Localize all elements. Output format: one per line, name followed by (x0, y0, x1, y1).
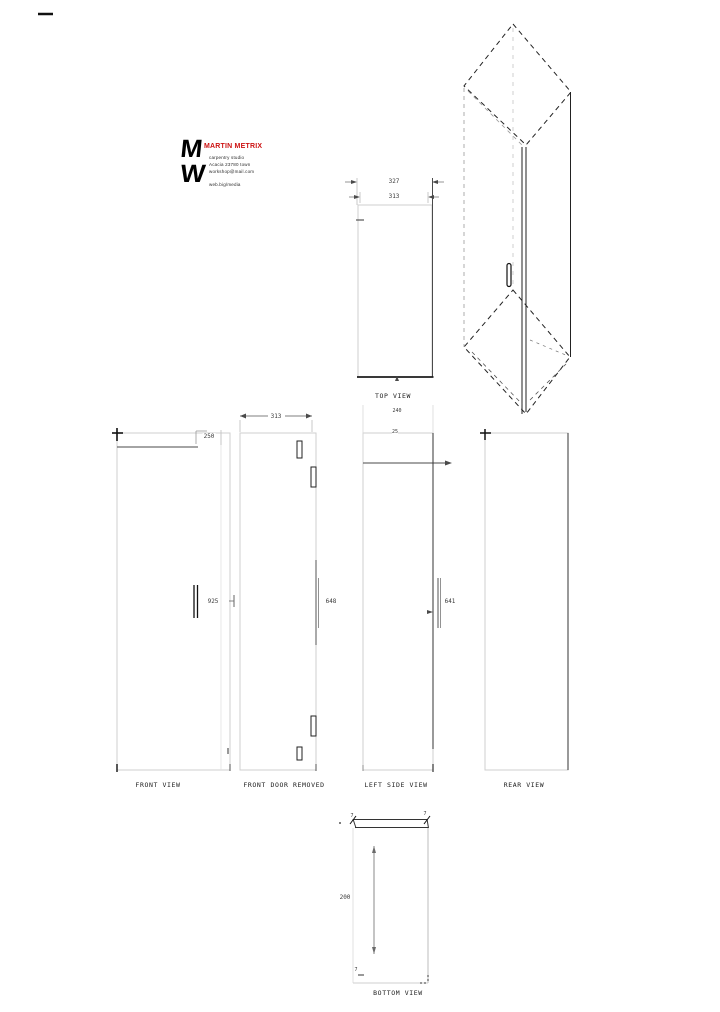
hinge-mark (297, 747, 302, 760)
rear-view-label: REAR VIEW (503, 781, 545, 789)
left-side-view-geometry (363, 405, 452, 772)
door-removed-view-geometry (240, 414, 319, 772)
sideview-top-inner-dim: 25 (391, 429, 399, 435)
company-name: MARTIN METRIX (204, 143, 263, 150)
topview-inner-width-dim: 313 (388, 193, 400, 200)
sideview-top-dim: 240 (392, 408, 402, 414)
sideview-height-dim: 641 (444, 598, 456, 605)
bottom-view-geometry (339, 816, 430, 983)
door-handle (507, 264, 511, 287)
bottomview-topright-dim: 7 (423, 811, 427, 817)
hinge-mark (297, 441, 302, 458)
logo-monogram-w: W (178, 160, 207, 188)
topview-outer-width-dim: 327 (388, 178, 400, 185)
hinge-mark (311, 467, 316, 487)
hinge-mark (311, 716, 316, 736)
front-view-label: FRONT VIEW (135, 781, 181, 789)
logo-contact-line: workshop@mail.com (209, 169, 255, 174)
bottom-view-label: BOTTOM VIEW (373, 989, 423, 997)
frontview-top-dim: 250 (203, 433, 215, 440)
rear-view-geometry (480, 429, 568, 770)
top-view-geometry (345, 178, 444, 381)
isometric-view-geometry (464, 24, 571, 414)
logo-contact-line: Acacia 23780 town (209, 162, 251, 167)
doorview-width-dim: 313 (270, 413, 282, 420)
logo-contact-line: carpentry studio (209, 155, 245, 160)
bottomview-topleft-dim: 7 (350, 813, 354, 819)
logo-contact-line: web.big/media (209, 182, 241, 187)
bottomview-depth-dim: 200 (339, 894, 351, 901)
logo-monogram-m: M (179, 135, 204, 163)
doorview-height-dim: 648 (325, 598, 337, 605)
frontview-height-dim: 925 (207, 598, 219, 605)
door-removed-view-label: FRONT DOOR REMOVED (243, 781, 325, 789)
bottomview-bottomleft-dim: 7 (354, 967, 358, 973)
top-view-label: TOP VIEW (374, 392, 412, 400)
left-side-view-label: LEFT SIDE VIEW (364, 781, 428, 789)
